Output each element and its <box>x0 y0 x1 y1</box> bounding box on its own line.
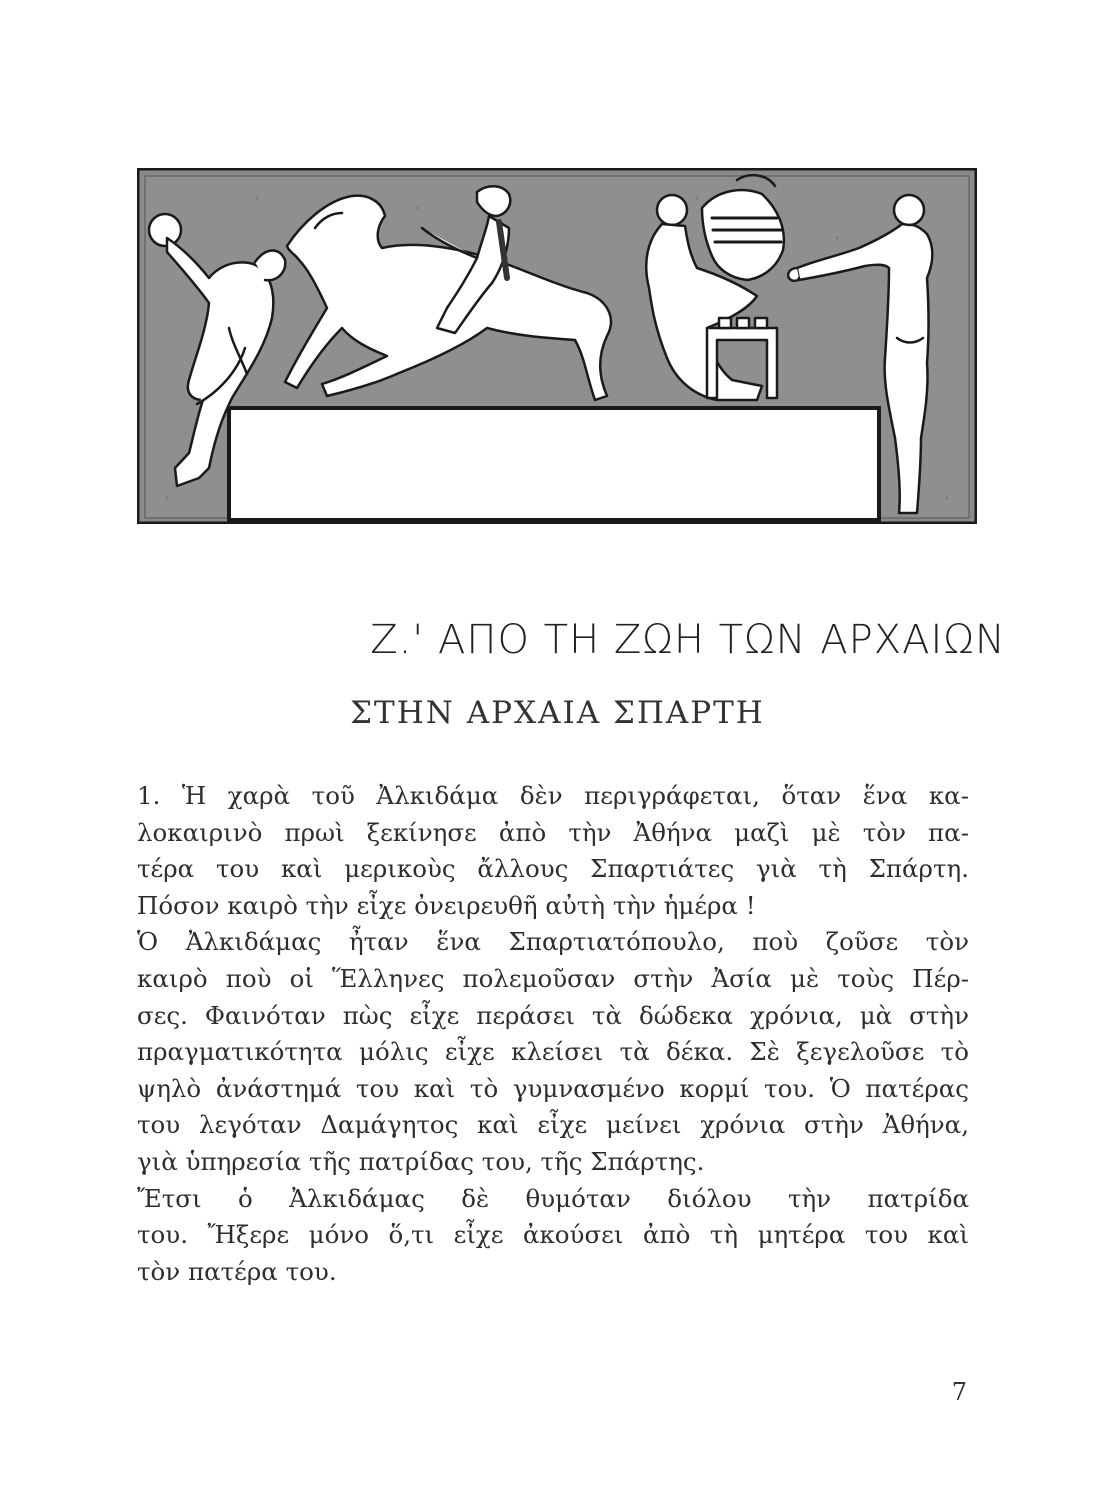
chapter-banner <box>137 168 1006 663</box>
text-line: του λεγόταν Δαμάγητος καὶ εἶχε μείνει χρόνια στὴν Ἀθήνα, <box>137 1110 969 1140</box>
text-line: Πόσον καιρὸ τὴν εἶχε ὀνειρευθῆ αὐτὴ τὴν ἡμέρα ! <box>137 890 756 920</box>
text-line: σες. Φαινόταν πὼς εἶχε περάσει τὰ δώδεκα χρόνια, μὰ στὴν <box>137 1000 969 1030</box>
text-line: τὸν πατέρα του. <box>137 1256 337 1286</box>
text-line: τέρα του καὶ μερικοὺς ἄλλους Σπαρτιάτες γιὰ τὴ Σπάρτη. <box>137 854 969 884</box>
text-line: ψηλὸ ἀνάστημά του καὶ τὸ γυμνασμένο κορμί του. Ὁ πατέρας <box>137 1073 969 1103</box>
paragraph <box>137 924 969 1180</box>
frieze-illustration <box>137 168 977 524</box>
text-line: γιὰ ὑπηρεσία τῆς πατρίδας του, τῆς Σπάρτης. <box>137 1146 705 1176</box>
body-text <box>137 778 969 1290</box>
text-line: Ὁ Ἀλκιδάμας ἦταν ἕνα Σπαρτιατόπουλο, ποὺ ζοῦσε τὸν <box>137 927 969 957</box>
page-number: 7 <box>951 1378 967 1406</box>
chapter-title: ΣΤΗΝ ΑΡΧΑΙΑ ΣΠΑΡΤΗ <box>350 695 765 731</box>
banner-caption: Z.' ΑΠΟ ΤΗ ΖΩΗ ΤΩΝ ΑΡΧΑΙΩΝ <box>370 617 1006 663</box>
text-line: λοκαιρινὸ πρωὶ ξεκίνησε ἀπὸ τὴν Ἀθήνα μαζὶ μὲ τὸν πα- <box>137 817 969 847</box>
text-line: 1. Ἡ χαρὰ τοῦ Ἀλκιδάμα δὲν περιγράφεται, ὅταν ἕνα κα- <box>137 781 969 810</box>
text-line: Ἔτσι ὁ Ἀλκιδάμας δὲ θυμόταν διόλου τὴν πατρίδα <box>137 1183 969 1213</box>
text-line: καιρὸ ποὺ οἱ Ἕλληνες πολεμοῦσαν στὴν Ἀσία μὲ τοὺς Πέρ- <box>137 963 969 993</box>
text-line: του. Ἤξερε μόνο ὅ,τι εἶχε ἀκούσει ἀπὸ τὴ μητέρα του καὶ <box>137 1220 969 1250</box>
paragraph <box>137 1181 969 1291</box>
paragraph <box>137 778 969 924</box>
text-line: πραγματικότητα μόλις εἶχε κλείσει τὰ δέκα. Σὲ ξεγελοῦσε τὸ <box>137 1037 969 1067</box>
